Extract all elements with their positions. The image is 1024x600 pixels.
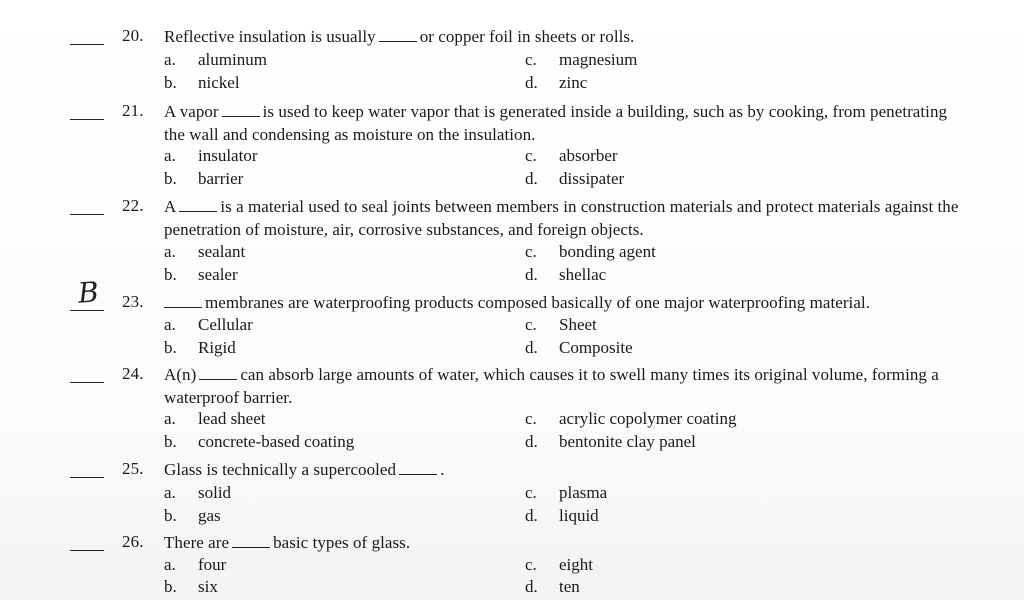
option-b bbox=[164, 338, 236, 358]
option-text: ten bbox=[559, 577, 580, 596]
option-text: shellac bbox=[559, 265, 607, 284]
answer-blank[interactable] bbox=[70, 44, 104, 45]
question-text-before: A(n) bbox=[164, 365, 197, 384]
option-text: sealer bbox=[198, 265, 238, 284]
fill-in-blank bbox=[179, 197, 217, 212]
option-letter: d. bbox=[525, 265, 538, 284]
fill-in-blank bbox=[232, 533, 270, 548]
option-b bbox=[164, 432, 354, 452]
option-text: solid bbox=[198, 483, 232, 502]
question-text-before: A vapor bbox=[164, 102, 219, 121]
option-letter: b. bbox=[164, 265, 177, 284]
option-letter: d. bbox=[525, 73, 538, 92]
question-number: 25. bbox=[122, 459, 144, 478]
question-text-before: Glass is technically a supercooled bbox=[164, 460, 397, 479]
option-text: dissipater bbox=[559, 169, 625, 188]
option-a bbox=[164, 483, 231, 503]
option-c bbox=[525, 315, 597, 335]
option-text: Sheet bbox=[559, 315, 597, 334]
option-text: Rigid bbox=[198, 338, 236, 357]
question-text bbox=[164, 292, 964, 315]
fill-in-blank bbox=[379, 27, 417, 42]
option-letter: c. bbox=[525, 242, 537, 261]
option-text: four bbox=[198, 555, 227, 574]
option-letter: a. bbox=[164, 242, 176, 261]
option-a bbox=[164, 555, 226, 575]
answer-blank[interactable] bbox=[70, 550, 104, 551]
option-letter: c. bbox=[525, 50, 537, 69]
question-text bbox=[164, 364, 964, 409]
question-text-after: membranes are waterproofing products composed basically of one major waterproofing material. bbox=[205, 293, 871, 312]
option-d bbox=[525, 73, 587, 93]
option-letter: b. bbox=[164, 169, 177, 188]
option-a bbox=[164, 315, 253, 335]
question-text-before: A bbox=[164, 197, 177, 216]
option-text: lead sheet bbox=[198, 409, 266, 428]
option-letter: b. bbox=[164, 577, 177, 596]
option-c bbox=[525, 483, 607, 503]
question-text-after: is used to keep water vapor that is generated inside a building, such as by cooking, from penetrating the wall and condensing as moisture on the insulation. bbox=[164, 102, 948, 144]
option-letter: c. bbox=[525, 409, 537, 428]
option-d bbox=[525, 506, 599, 526]
option-a bbox=[164, 242, 245, 262]
question-text-before: There are bbox=[164, 533, 230, 552]
option-b bbox=[164, 506, 221, 526]
option-a bbox=[164, 50, 267, 70]
answer-blank[interactable] bbox=[70, 477, 104, 478]
question-text-after: or copper foil in sheets or rolls. bbox=[419, 27, 635, 46]
option-c bbox=[525, 555, 593, 575]
option-text: concrete-based coating bbox=[198, 432, 355, 451]
fill-in-blank bbox=[222, 102, 260, 117]
option-d bbox=[525, 169, 624, 189]
option-letter: c. bbox=[525, 483, 537, 502]
question-text-after: can absorb large amounts of water, which causes it to swell many times its original volume, forming a waterproof barrier. bbox=[164, 365, 939, 407]
option-b bbox=[164, 265, 238, 285]
option-c bbox=[525, 409, 736, 429]
option-text: nickel bbox=[198, 73, 240, 92]
option-letter: a. bbox=[164, 50, 176, 69]
option-text: barrier bbox=[198, 169, 244, 188]
option-letter: d. bbox=[525, 432, 538, 451]
question-text bbox=[164, 101, 964, 146]
option-letter: d. bbox=[525, 338, 538, 357]
question-text bbox=[164, 532, 964, 555]
option-letter: b. bbox=[164, 338, 177, 357]
option-text: absorber bbox=[559, 146, 618, 165]
option-text: magnesium bbox=[559, 50, 638, 69]
option-b bbox=[164, 577, 218, 597]
option-letter: d. bbox=[525, 577, 538, 596]
option-text: eight bbox=[559, 555, 593, 574]
answer-blank[interactable] bbox=[70, 119, 104, 120]
handwritten-answer: B bbox=[76, 275, 100, 310]
question-number: 24. bbox=[122, 364, 144, 383]
option-text: Cellular bbox=[198, 315, 253, 334]
option-letter: d. bbox=[525, 506, 538, 525]
question-text bbox=[164, 26, 964, 49]
answer-blank[interactable] bbox=[70, 214, 104, 215]
fill-in-blank bbox=[164, 293, 202, 308]
option-text: bentonite clay panel bbox=[559, 432, 696, 451]
option-d bbox=[525, 265, 606, 285]
option-letter: a. bbox=[164, 483, 176, 502]
option-b bbox=[164, 73, 240, 93]
option-d bbox=[525, 338, 633, 358]
option-text: Composite bbox=[559, 338, 633, 357]
option-text: liquid bbox=[559, 506, 599, 525]
option-letter: c. bbox=[525, 315, 537, 334]
question-number: 21. bbox=[122, 101, 144, 120]
question-text-after: is a material used to seal joints between members in construction materials and protect materials against the penetration of moisture, air, corrosive substances, and foreign objects. bbox=[164, 197, 959, 239]
option-b bbox=[164, 169, 243, 189]
question-text-after: basic types of glass. bbox=[273, 533, 411, 552]
option-text: bonding agent bbox=[559, 242, 656, 261]
option-text: acrylic copolymer coating bbox=[559, 409, 737, 428]
answer-blank[interactable] bbox=[70, 382, 104, 383]
option-letter: b. bbox=[164, 506, 177, 525]
option-text: gas bbox=[198, 506, 221, 525]
question-number: 20. bbox=[122, 26, 144, 45]
answer-blank[interactable] bbox=[70, 310, 104, 311]
question-number: 26. bbox=[122, 532, 144, 551]
option-letter: a. bbox=[164, 409, 176, 428]
option-letter: a. bbox=[164, 146, 176, 165]
question-text-after: . bbox=[440, 460, 445, 479]
question-text-before: Reflective insulation is usually bbox=[164, 27, 376, 46]
option-c bbox=[525, 242, 656, 262]
option-text: aluminum bbox=[198, 50, 267, 69]
option-c bbox=[525, 146, 618, 166]
option-letter: a. bbox=[164, 315, 176, 334]
option-letter: d. bbox=[525, 169, 538, 188]
question-text bbox=[164, 196, 964, 241]
option-text: six bbox=[198, 577, 218, 596]
option-a bbox=[164, 146, 258, 166]
option-d bbox=[525, 577, 580, 597]
option-letter: a. bbox=[164, 555, 176, 574]
option-letter: b. bbox=[164, 432, 177, 451]
fill-in-blank bbox=[399, 460, 437, 475]
option-text: insulator bbox=[198, 146, 258, 165]
option-d bbox=[525, 432, 696, 452]
option-text: sealant bbox=[198, 242, 246, 261]
fill-in-blank bbox=[199, 365, 237, 380]
question-number: 23. bbox=[122, 292, 144, 311]
option-a bbox=[164, 409, 266, 429]
option-letter: c. bbox=[525, 146, 537, 165]
question-number: 22. bbox=[122, 196, 144, 215]
option-text: plasma bbox=[559, 483, 608, 502]
question-text bbox=[164, 459, 964, 482]
option-letter: b. bbox=[164, 73, 177, 92]
option-text: zinc bbox=[559, 73, 588, 92]
option-letter: c. bbox=[525, 555, 537, 574]
option-c bbox=[525, 50, 637, 70]
